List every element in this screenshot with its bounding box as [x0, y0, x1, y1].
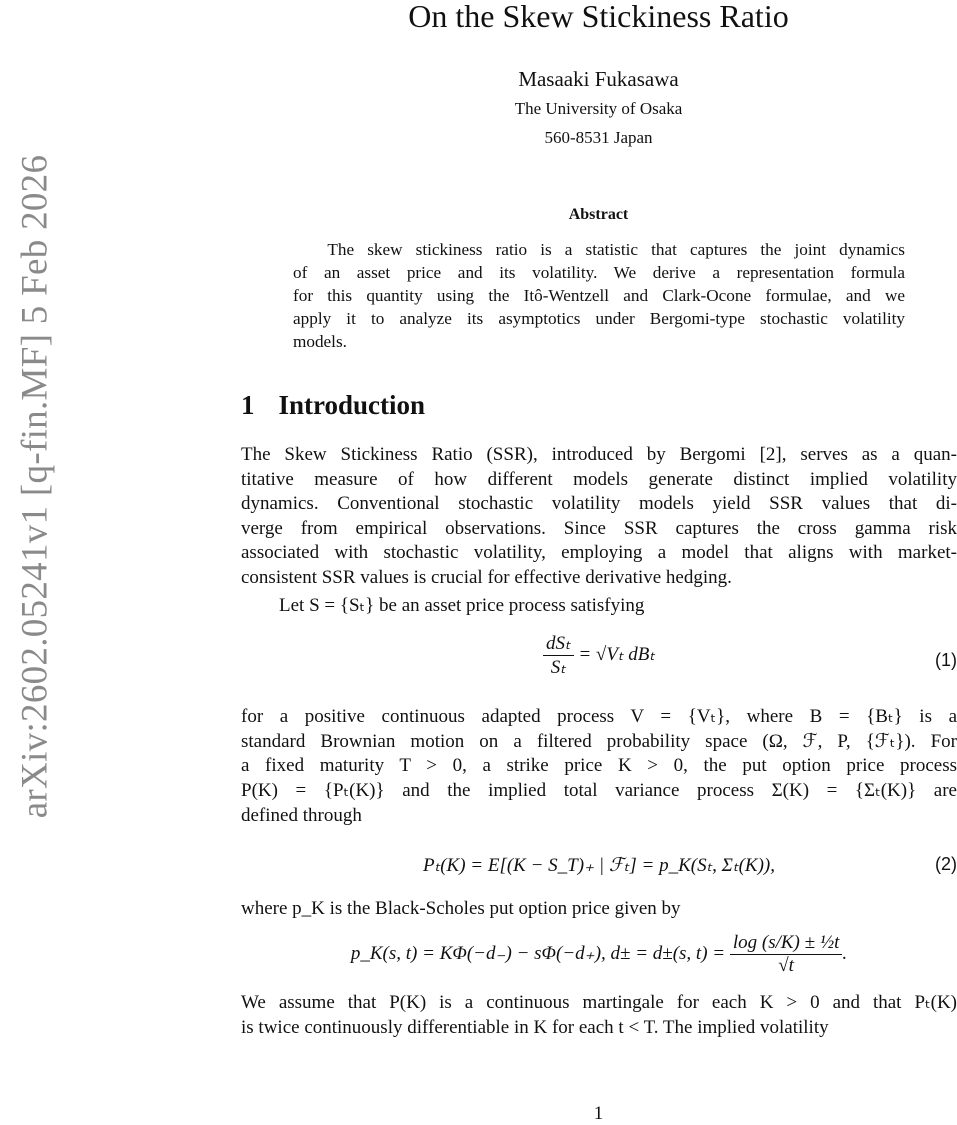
eq3-lhs: p_K(s, t) = KΦ(−d₋) − sΦ(−d₊), d± = d±(s, t) = [350, 942, 726, 964]
text-line: defined through [241, 804, 362, 826]
section-number: 1 [241, 390, 255, 420]
abstract-body [293, 238, 905, 353]
text-line: apply it to analyze its asymptotics under Bergomi-type stochastic volatility [293, 309, 905, 328]
text-line: dynamics. Conventional stochastic volatility models yield SSR values that di- [241, 493, 957, 515]
eq1-rhs: = √Vₜ dBₜ [578, 643, 656, 665]
arxiv-identifier-sidebar: arXiv:2602.05241v1 [q-fin.MF] 5 Feb 2026 [14, 154, 56, 819]
text-line: Let S = {Sₜ} be an asset price process satisfying [241, 595, 645, 616]
text-line: is twice continuously differentiable in K for each t < T. The implied volatility [241, 1016, 829, 1038]
text-line: of an asset price and its volatility. We derive a representation formula [293, 263, 905, 282]
eq3-tail: . [842, 942, 848, 964]
equation-2 [241, 854, 957, 880]
section-heading [241, 390, 449, 421]
abstract-heading: Abstract [568, 206, 629, 223]
address: 560-8531 Japan [544, 128, 653, 147]
text-line: for a positive continuous adapted process V = {Vₜ}, where B = {Bₜ} is a [241, 706, 957, 727]
text-line: verge from empirical observations. Since SSR captures the cross gamma risk [241, 517, 957, 539]
text-line: We assume that P(K) is a continuous martingale for each K > 0 and that Pₜ(K) [241, 992, 957, 1013]
text-line: where p_K is the Black-Scholes put option price given by [241, 898, 681, 919]
text-line: consistent SSR values is crucial for effective derivative hedging. [241, 566, 732, 588]
paper-title: On the Skew Stickiness Ratio [408, 0, 789, 34]
equation-1 [241, 632, 957, 692]
equation-number: (2) [935, 854, 957, 874]
text-line: a fixed maturity T > 0, a strike price K > 0, the put option price process [241, 755, 957, 777]
paragraph [241, 443, 957, 591]
eq1-denominator: Sₜ [550, 657, 566, 678]
text-line: standard Brownian motion on a filtered probability space (Ω, ℱ, P, {ℱₜ}). For [241, 730, 957, 752]
author-name: Masaaki Fukasawa [518, 67, 679, 91]
paragraph [241, 594, 957, 619]
text-line: P(K) = {Pₜ(K)} and the implied total variance process Σ(K) = {Σₜ(K)} are [241, 780, 957, 802]
eq1-numerator: dSₜ [543, 632, 574, 656]
section-title: Introduction [278, 390, 426, 420]
affiliation: The University of Osaka [514, 99, 683, 118]
paragraph [241, 705, 957, 829]
text-line: titative measure of how different models generate distinct implied volatility [241, 468, 957, 490]
eq2-body: Pₜ(K) = E[(K − S_T)₊ | ℱₜ] = p_K(Sₜ, Σₜ(K)), [423, 855, 775, 876]
text-line: The Skew Stickiness Ratio (SSR), introduced by Bergomi [2], serves as a quan- [241, 444, 957, 465]
eq3-numerator: log (s/K) ± ½t [730, 932, 843, 955]
text-line: models. [293, 332, 347, 351]
eq3-denominator: √t [778, 955, 794, 976]
page-number: 1 [593, 1103, 604, 1124]
equation-black-scholes [241, 932, 957, 992]
equation-number: (1) [935, 650, 957, 670]
text-line: The skew stickiness ratio is a statistic that captures the joint dynamics [293, 240, 905, 259]
paragraph [241, 897, 957, 922]
paragraph [241, 991, 957, 1040]
text-line: associated with stochastic volatility, employing a model that aligns with market- [241, 542, 957, 564]
text-line: for this quantity using the Itô-Wentzell and Clark-Ocone formulae, and we [293, 286, 905, 305]
